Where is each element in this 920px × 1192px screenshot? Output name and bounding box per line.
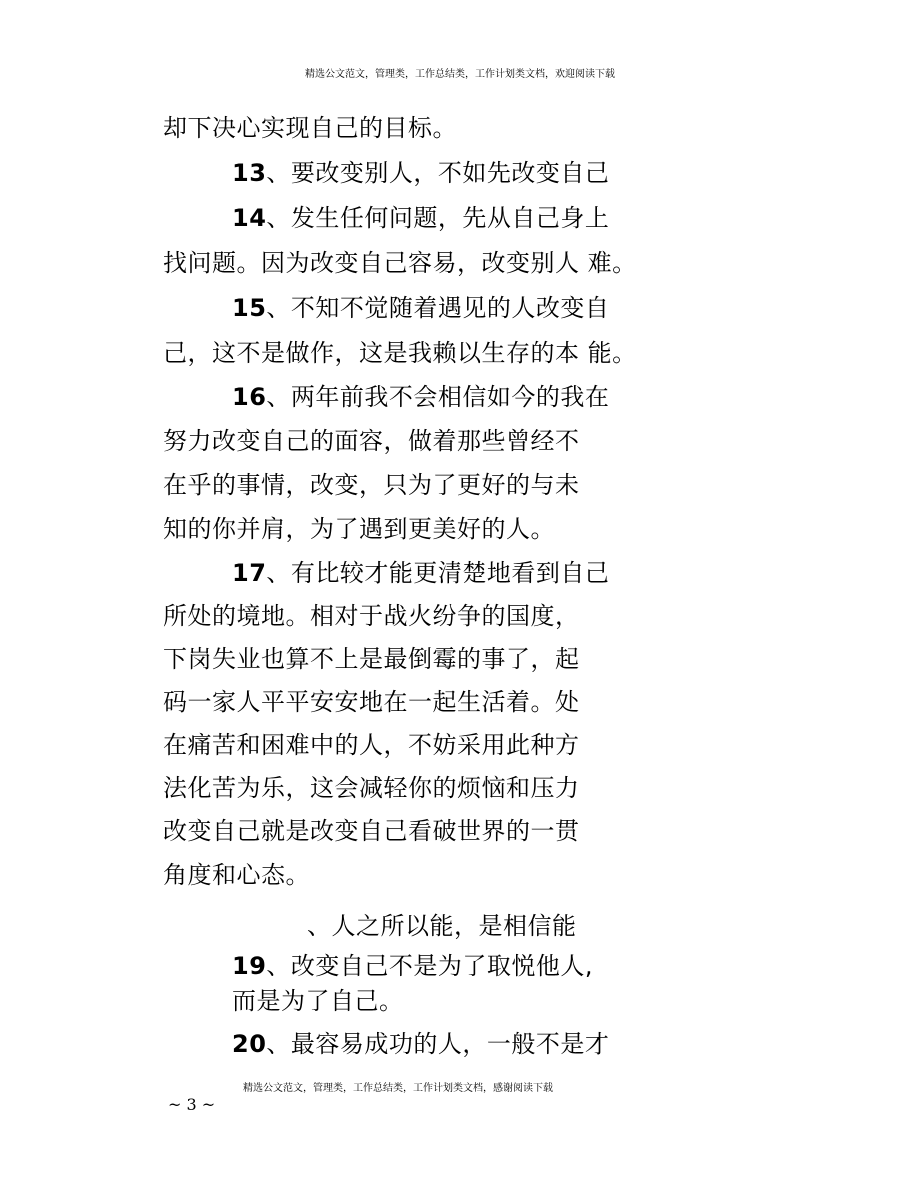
line-text: 下岗失业也算不上是最倒霉的事了，起 (163, 645, 580, 673)
line-text: 、不知不觉随着遇见的人改变自 (266, 294, 610, 322)
text-line (163, 860, 310, 890)
text-line (232, 293, 609, 323)
text-line (307, 911, 577, 941)
item-number: 20 (232, 1030, 267, 1058)
line-text: 法化苦为乐，这会减轻你的烦恼和压力 (163, 774, 580, 802)
line-text: 角度和心态。 (163, 861, 310, 889)
line-text: 、有比较才能更清楚地看到自己 (266, 559, 610, 587)
text-line (163, 514, 555, 544)
line-text: 在乎的事情，改变，只为了更好的与未 (163, 471, 580, 499)
text-line (163, 816, 580, 846)
line-text: 找问题。因为改变自己容易，改变别人 难。 (163, 249, 637, 277)
line-text: 己，这不是做作，这是我赖以生存的本 能。 (163, 339, 637, 367)
header-note: 精选公文范文，管理类，工作总结类，工作计划类文档，欢迎阅读下载 (305, 69, 615, 80)
page-number: ~ 3 ~ (168, 1095, 216, 1114)
line-text: 所处的境地。相对于战火纷争的国度， (163, 602, 580, 630)
line-text: 改变自己就是改变自己看破世界的一贯 (163, 817, 580, 845)
text-line (163, 113, 457, 143)
item-number: 19 (232, 952, 267, 980)
line-text: 、最容易成功的人，一般不是才 (266, 1030, 610, 1058)
text-line (232, 203, 609, 233)
line-text: 在痛苦和困难中的人，不妨采用此种方 (163, 731, 580, 759)
text-line (163, 730, 580, 760)
text-line (232, 1029, 609, 1059)
text-line (232, 986, 404, 1016)
line-text: 而是为了自己。 (232, 987, 404, 1015)
text-line (232, 951, 593, 981)
line-text: 、要改变别人，不如先改变自己 (266, 159, 610, 187)
text-line (163, 687, 580, 717)
item-number: 13 (232, 159, 267, 187)
item-number: 16 (232, 383, 267, 411)
line-text: 、改变自己不是为了取悦他人, (266, 952, 594, 980)
line-text: 知的你并肩，为了遇到更美好的人。 (163, 515, 555, 543)
text-line (232, 158, 609, 188)
item-number: 17 (232, 559, 267, 587)
line-text: 却下决心实现自己的目标。 (163, 114, 457, 142)
line-text: 码一家人平平安安地在一起生活着。处 (163, 688, 580, 716)
text-line (163, 470, 580, 500)
line-text: 、两年前我不会相信如今的我在 (266, 383, 610, 411)
footer-note: 精选公文范文，管理类，工作总结类，工作计划类文档，感谢阅读下载 (243, 1083, 553, 1094)
text-line (163, 773, 580, 803)
item-number: 14 (232, 204, 267, 232)
item-number: 15 (232, 294, 267, 322)
text-line (232, 382, 609, 412)
line-text: 、人之所以能，是相信能 (307, 912, 577, 940)
text-line (163, 426, 580, 456)
text-line (163, 644, 580, 674)
text-line (163, 248, 637, 278)
text-line (163, 601, 580, 631)
line-text: 、发生任何问题，先从自己身上 (266, 204, 610, 232)
text-line (232, 558, 609, 588)
text-line (163, 338, 637, 368)
line-text: 努力改变自己的面容，做着那些曾经不 (163, 427, 580, 455)
